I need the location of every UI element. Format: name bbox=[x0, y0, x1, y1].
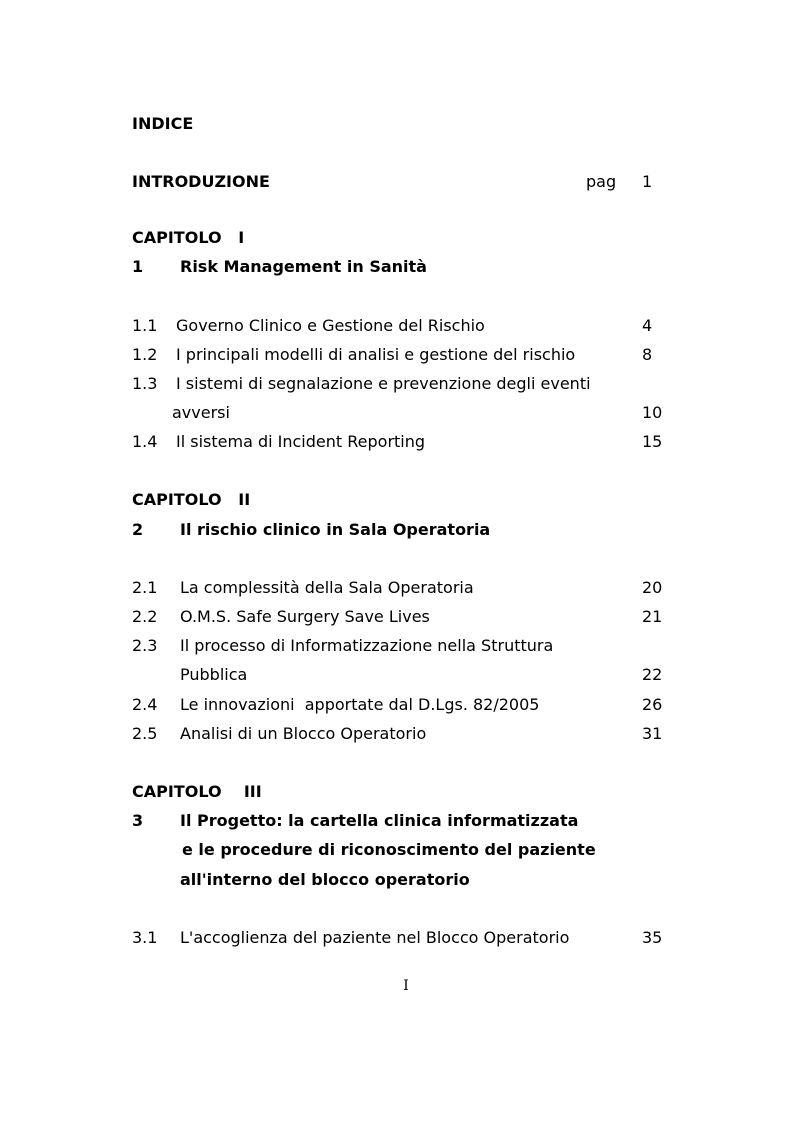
index-title: INDICE bbox=[132, 114, 194, 133]
chapter3-title-line: all'interno del blocco operatorio bbox=[180, 870, 470, 889]
toc-page: 35 bbox=[642, 928, 663, 947]
toc-title-continued: Pubblica bbox=[180, 665, 248, 684]
toc-title: Le innovazioni apportate dal D.Lgs. 82/2005 bbox=[180, 695, 540, 714]
toc-page: 21 bbox=[642, 607, 663, 626]
toc-num: 1.4 bbox=[132, 432, 158, 451]
toc-num: 1.2 bbox=[132, 345, 158, 364]
toc-num: 2.2 bbox=[132, 607, 158, 626]
toc-page: 31 bbox=[642, 724, 663, 743]
chapter2-heading: CAPITOLO II bbox=[132, 490, 251, 509]
toc-title: La complessità della Sala Operatoria bbox=[180, 578, 474, 597]
chapter1-number: 1 bbox=[132, 257, 144, 276]
chapter3-title-line: e le procedure di riconoscimento del paziente bbox=[182, 840, 596, 859]
toc-num: 2.3 bbox=[132, 636, 158, 655]
toc-num: 2.1 bbox=[132, 578, 158, 597]
toc-title: Il sistema di Incident Reporting bbox=[176, 432, 426, 451]
chapter1-title: Risk Management in Sanità bbox=[180, 257, 427, 276]
toc-num: 3.1 bbox=[132, 928, 158, 947]
toc-title-continued: avversi bbox=[172, 403, 230, 422]
toc-title: Governo Clinico e Gestione del Rischio bbox=[176, 316, 485, 335]
toc-page: 20 bbox=[642, 578, 663, 597]
toc-page: 22 bbox=[642, 665, 663, 684]
toc-title: I principali modelli di analisi e gestione del rischio bbox=[176, 345, 576, 364]
toc-page: 4 bbox=[642, 316, 653, 335]
toc-page: 15 bbox=[642, 432, 663, 451]
toc-title: Analisi di un Blocco Operatorio bbox=[180, 724, 427, 743]
chapter3-number: 3 bbox=[132, 811, 144, 830]
toc-num: 1.3 bbox=[132, 374, 158, 393]
page-folio: I bbox=[403, 978, 409, 994]
chapter1-heading: CAPITOLO I bbox=[132, 228, 245, 247]
chapter2-title: Il rischio clinico in Sala Operatoria bbox=[180, 520, 491, 539]
chapter2-number: 2 bbox=[132, 520, 144, 539]
toc-num: 2.4 bbox=[132, 695, 158, 714]
introduzione-label: INTRODUZIONE bbox=[132, 172, 270, 191]
toc-title: L'accoglienza del paziente nel Blocco Operatorio bbox=[180, 928, 570, 947]
toc-title: I sistemi di segnalazione e prevenzione degli eventi bbox=[176, 374, 591, 393]
toc-num: 1.1 bbox=[132, 316, 158, 335]
chapter3-heading: CAPITOLO III bbox=[132, 782, 262, 801]
toc-page: 8 bbox=[642, 345, 653, 364]
toc-page: 26 bbox=[642, 695, 663, 714]
toc-num: 2.5 bbox=[132, 724, 158, 743]
chapter3-title-line: Il Progetto: la cartella clinica informatizzata bbox=[180, 811, 579, 830]
toc-page: 10 bbox=[642, 403, 663, 422]
toc-title: O.M.S. Safe Surgery Save Lives bbox=[180, 607, 430, 626]
toc-title: Il processo di Informatizzazione nella Struttura bbox=[180, 636, 554, 655]
pag-label: pag bbox=[586, 172, 617, 191]
introduzione-page: 1 bbox=[642, 172, 653, 191]
